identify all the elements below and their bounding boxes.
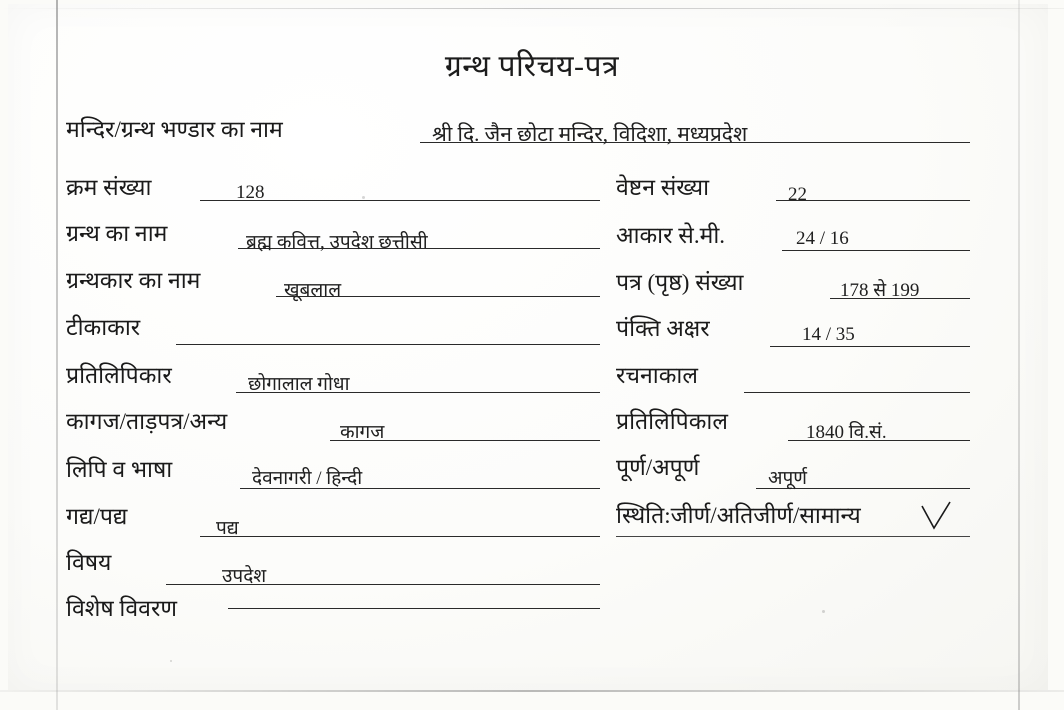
right-label-rachnakal: रचनाकाल — [616, 363, 698, 388]
right-rule-8 — [616, 536, 970, 537]
left-value-kagaj-tadpatra-anya: कागज — [340, 422, 385, 443]
left-value-lipi-bhasha: देवनागरी / हिन्दी — [252, 468, 363, 489]
header-label: मन्दिर/ग्रन्थ भण्डार का नाम — [66, 117, 283, 142]
left-label-granthkar-nam: ग्रन्थकार का नाम — [66, 268, 201, 293]
left-label-kram-sankhya: क्रम संख्या — [66, 175, 152, 200]
right-label-aakar-cm: आकार से.मी. — [616, 223, 726, 248]
right-rule-2 — [782, 250, 970, 251]
left-label-lipi-bhasha: लिपि व भाषा — [66, 457, 173, 482]
paper-left-edge — [56, 0, 58, 710]
left-label-tikakar: टीकाकार — [66, 315, 141, 340]
scanned-paper — [8, 4, 1048, 690]
right-rule-5 — [744, 392, 970, 393]
left-value-granthkar-nam: खूबलाल — [284, 280, 342, 301]
right-value-pratilipikal: 1840 वि.सं. — [806, 422, 887, 443]
left-label-granth-nam: ग्रन्थ का नाम — [66, 221, 168, 246]
paper-bottom-edge — [0, 690, 1064, 692]
left-label-pratilipikar: प्रतिलिपिकार — [66, 363, 172, 388]
right-label-pratilipikal: प्रतिलिपिकाल — [616, 409, 728, 434]
left-label-kagaj-tadpatra-anya: कागज/ताड़पत्र/अन्य — [66, 409, 228, 434]
left-value-kram-sankhya: 128 — [236, 182, 265, 203]
right-value-patra-prishth-sankhya: 178 से 199 — [840, 280, 920, 301]
left-value-granth-nam: ब्रह्म कवित्त, उपदेश छत्तीसी — [246, 232, 428, 253]
header-value: श्री दि. जैन छोटा मन्दिर, विदिशा, मध्यप्रदेश — [432, 122, 748, 146]
left-label-vishesh-vivaran: विशेष विवरण — [66, 596, 177, 621]
left-rule-4 — [176, 344, 600, 345]
right-rule-4 — [770, 346, 970, 347]
left-value-gadya-padya: पद्य — [216, 518, 239, 539]
left-rule-10 — [228, 608, 600, 609]
right-label-pankti-akshar: पंक्ति अक्षर — [616, 316, 710, 341]
right-label-sthiti: स्थिति:जीर्ण/अतिजीर्ण/सामान्य — [616, 503, 861, 528]
scan-speck — [362, 196, 365, 199]
scan-speck — [822, 610, 825, 613]
right-label-patra-prishth-sankhya: पत्र (पृष्ठ) संख्या — [616, 270, 744, 295]
scan-speck — [170, 660, 172, 662]
right-value-veshtan-sankhya: 22 — [788, 184, 807, 205]
left-label-vishay: विषय — [66, 550, 112, 575]
right-label-veshtan-sankhya: वेष्टन संख्या — [616, 175, 710, 200]
check-mark-icon — [920, 500, 954, 530]
right-value-aakar-cm: 24 / 16 — [796, 228, 849, 249]
right-value-pankti-akshar: 14 / 35 — [802, 324, 855, 345]
paper-right-edge — [1018, 0, 1020, 710]
right-label-purn-apurn: पूर्ण/अपूर्ण — [616, 455, 700, 480]
left-rule-8 — [200, 536, 600, 537]
paper-top-edge — [0, 8, 1064, 9]
left-value-vishay: उपदेश — [222, 566, 267, 587]
page-title: ग्रन्थ परिचय-पत्र — [444, 50, 620, 83]
left-value-pratilipikar: छोगालाल गोधा — [248, 374, 350, 395]
right-value-purn-apurn: अपूर्ण — [768, 468, 808, 489]
left-label-gadya-padya: गद्य/पद्य — [66, 504, 128, 529]
